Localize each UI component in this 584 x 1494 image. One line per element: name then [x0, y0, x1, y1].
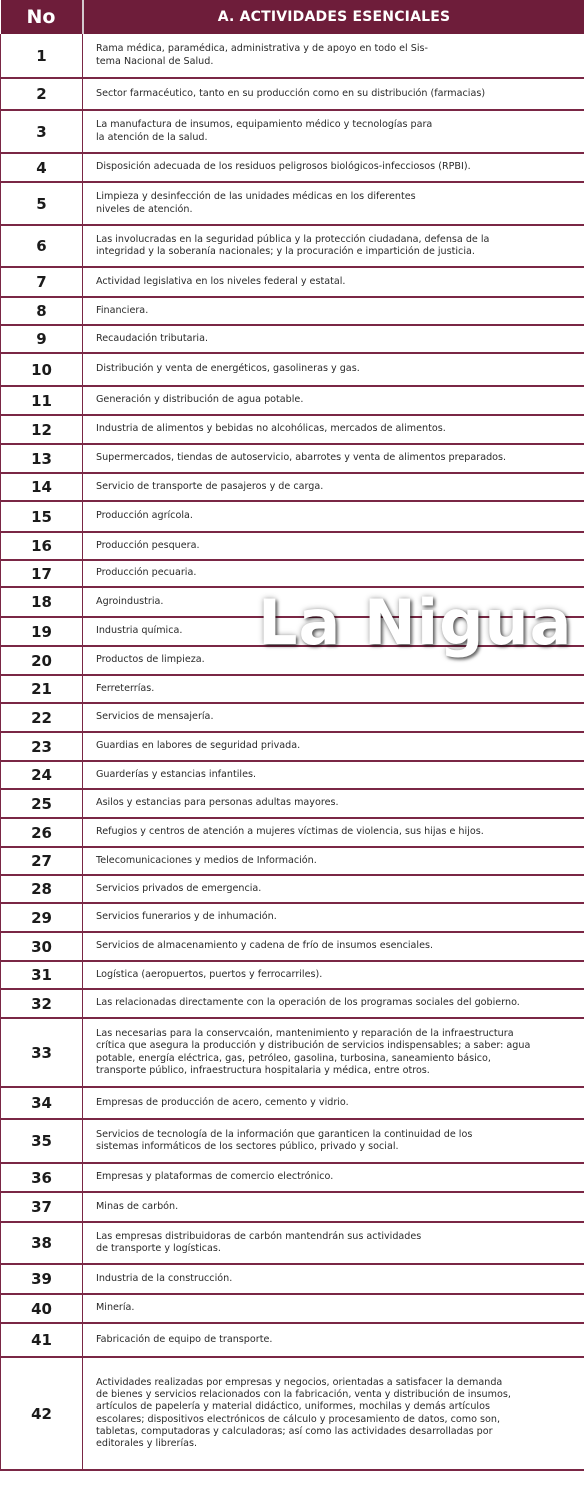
row-number: 19: [1, 617, 83, 646]
column-header-title: A. ACTIVIDADES ESENCIALES: [83, 0, 584, 34]
row-number: 14: [1, 473, 83, 501]
row-number: 12: [1, 415, 83, 444]
activity-description: Fabricación de equipo de transporte.: [83, 1323, 584, 1357]
table-row: [1, 989, 584, 1018]
row-number: 16: [1, 532, 83, 560]
table-row: [1, 1119, 584, 1163]
row-number: 26: [1, 818, 83, 847]
row-number: 13: [1, 444, 83, 473]
table-row: [1, 961, 584, 989]
table-row: [1, 818, 584, 847]
activity-description: Las necesarias para la conservcaión, mantenimiento y reparación de la infraestructura crítica que asegura la producción y distribución de servicios indispensables; a saber: agua potable, energía eléctrica, gas, petróleo, gasolina, turbosina, saneamiento básico, transporte público, infraestructura hospitalaria y médica, entre otros.: [83, 1018, 584, 1087]
activity-description: Rama médica, paramédica, administrativa y de apoyo en todo el Sis- tema Nacional de Salud.: [83, 34, 584, 78]
table-row: [1, 587, 584, 617]
table-row: [1, 617, 584, 646]
table-row: [1, 78, 584, 110]
activity-description: Empresas de producción de acero, cemento y vidrio.: [83, 1087, 584, 1119]
table-row: [1, 675, 584, 703]
row-number: 10: [1, 353, 83, 386]
table-row: [1, 297, 584, 325]
activity-description: Empresas y plataformas de comercio electrónico.: [83, 1163, 584, 1192]
table-row: [1, 1018, 584, 1087]
row-number: 17: [1, 560, 83, 587]
row-number: 24: [1, 761, 83, 789]
activity-description: Agroindustria.: [83, 587, 584, 617]
row-number: 31: [1, 961, 83, 989]
row-number: 30: [1, 932, 83, 961]
activity-description: Industria de alimentos y bebidas no alcohólicas, mercados de alimentos.: [83, 415, 584, 444]
table-row: [1, 386, 584, 415]
activity-description: Las relacionadas directamente con la operación de los programas sociales del gobierno.: [83, 989, 584, 1018]
activity-description: Servicio de transporte de pasajeros y de carga.: [83, 473, 584, 501]
table-row: [1, 1323, 584, 1357]
activity-description: Minas de carbón.: [83, 1192, 584, 1222]
table-row: [1, 646, 584, 675]
table-row: [1, 1264, 584, 1294]
table-header-row: [1, 0, 584, 34]
row-number: 29: [1, 903, 83, 932]
activity-description: Ferreterrías.: [83, 675, 584, 703]
row-number: 33: [1, 1018, 83, 1087]
row-number: 38: [1, 1222, 83, 1264]
watermark-text: La Nigua: [258, 586, 573, 659]
table-row: [1, 703, 584, 732]
activity-description: Logística (aeropuertos, puertos y ferrocarriles).: [83, 961, 584, 989]
row-number: 27: [1, 847, 83, 875]
row-number: 1: [1, 34, 83, 78]
activity-description: Producción pecuaria.: [83, 560, 584, 587]
row-number: 9: [1, 325, 83, 353]
table-row: [1, 1192, 584, 1222]
activity-description: Refugios y centros de atención a mujeres víctimas de violencia, sus hijas e hijos.: [83, 818, 584, 847]
row-number: 11: [1, 386, 83, 415]
row-number: 23: [1, 732, 83, 761]
activity-description: Productos de limpieza.: [83, 646, 584, 675]
row-number: 36: [1, 1163, 83, 1192]
activity-description: Industria química.: [83, 617, 584, 646]
row-number: 6: [1, 225, 83, 267]
activity-description: Disposición adecuada de los residuos peligrosos biológicos-infecciosos (RPBI).: [83, 153, 584, 182]
row-number: 7: [1, 267, 83, 297]
activity-description: Servicios de tecnología de la información que garanticen la continuidad de los sistemas informáticos de los sectores público, privado y social.: [83, 1119, 584, 1163]
activity-description: Distribución y venta de energéticos, gasolineras y gas.: [83, 353, 584, 386]
row-number: 40: [1, 1294, 83, 1323]
table-row: [1, 325, 584, 353]
activity-description: La manufactura de insumos, equipamiento médico y tecnologías para la atención de la salud.: [83, 110, 584, 153]
row-number: 28: [1, 875, 83, 903]
table-row: [1, 225, 584, 267]
activity-description: Recaudación tributaria.: [83, 325, 584, 353]
activity-description: Actividad legislativa en los niveles federal y estatal.: [83, 267, 584, 297]
row-number: 35: [1, 1119, 83, 1163]
table-row: [1, 501, 584, 532]
table-row: [1, 560, 584, 587]
table-row: [1, 761, 584, 789]
row-number: 15: [1, 501, 83, 532]
table-row: [1, 1294, 584, 1323]
table-row: [1, 732, 584, 761]
activity-description: Servicios funerarios y de inhumación.: [83, 903, 584, 932]
table-row: [1, 267, 584, 297]
activity-description: Sector farmacéutico, tanto en su producción como en su distribución (farmacias): [83, 78, 584, 110]
activity-description: Industria de la construcción.: [83, 1264, 584, 1294]
row-number: 42: [1, 1357, 83, 1470]
table-row: [1, 444, 584, 473]
row-number: 4: [1, 153, 83, 182]
row-number: 34: [1, 1087, 83, 1119]
table-row: [1, 34, 584, 78]
table-row: [1, 353, 584, 386]
activity-description: Servicios de almacenamiento y cadena de frío de insumos esenciales.: [83, 932, 584, 961]
table-row: [1, 110, 584, 153]
activity-description: Las involucradas en la seguridad pública y la protección ciudadana, defensa de la integridad y la soberanía nacionales; y la procuración e impartición de justicia.: [83, 225, 584, 267]
table-row: [1, 847, 584, 875]
activity-description: Servicios privados de emergencia.: [83, 875, 584, 903]
row-number: 39: [1, 1264, 83, 1294]
row-number: 41: [1, 1323, 83, 1357]
row-number: 37: [1, 1192, 83, 1222]
table-row: [1, 789, 584, 818]
activity-description: Telecomunicaciones y medios de Información.: [83, 847, 584, 875]
row-number: 32: [1, 989, 83, 1018]
activity-description: Las empresas distribuidoras de carbón mantendrán sus actividades de transporte y logísticas.: [83, 1222, 584, 1264]
activity-description: Supermercados, tiendas de autoservicio, abarrotes y venta de alimentos preparados.: [83, 444, 584, 473]
row-number: 8: [1, 297, 83, 325]
row-number: 2: [1, 78, 83, 110]
table-row: [1, 473, 584, 501]
row-number: 5: [1, 182, 83, 225]
table-row: [1, 932, 584, 961]
activity-description: Producción pesquera.: [83, 532, 584, 560]
table-row: [1, 1222, 584, 1264]
column-header-no: No: [1, 0, 83, 34]
table-row: [1, 415, 584, 444]
table-row: [1, 1087, 584, 1119]
activity-description: Asilos y estancias para personas adultas mayores.: [83, 789, 584, 818]
table-row: [1, 1357, 584, 1470]
table-row: [1, 903, 584, 932]
activity-description: Limpieza y desinfección de las unidades médicas en los diferentes niveles de atención.: [83, 182, 584, 225]
activity-description: Actividades realizadas por empresas y negocios, orientadas a satisfacer la demanda de bienes y servicios relacionados con la fabricación, venta y distribución de insumos, artículos de papelería y material didáctico, uniformes, mochilas y demás artículos escolares; dispositivos electrónicos de cálculo y procesamiento de datos, como son, tabletas, computadoras y calculadoras; así como las actividades desarrolladas por editorales y librerías.: [83, 1357, 584, 1470]
row-number: 3: [1, 110, 83, 153]
table-row: [1, 153, 584, 182]
activity-description: Guarderías y estancias infantiles.: [83, 761, 584, 789]
activity-description: Guardias en labores de seguridad privada.: [83, 732, 584, 761]
table-row: [1, 532, 584, 560]
activity-description: Minería.: [83, 1294, 584, 1323]
activity-description: Generación y distribución de agua potable.: [83, 386, 584, 415]
table-row: [1, 182, 584, 225]
row-number: 25: [1, 789, 83, 818]
activity-description: Servicios de mensajería.: [83, 703, 584, 732]
row-number: 20: [1, 646, 83, 675]
table-row: [1, 1163, 584, 1192]
activity-description: Producción agrícola.: [83, 501, 584, 532]
row-number: 18: [1, 587, 83, 617]
activity-description: Financiera.: [83, 297, 584, 325]
row-number: 21: [1, 675, 83, 703]
table-row: [1, 875, 584, 903]
row-number: 22: [1, 703, 83, 732]
